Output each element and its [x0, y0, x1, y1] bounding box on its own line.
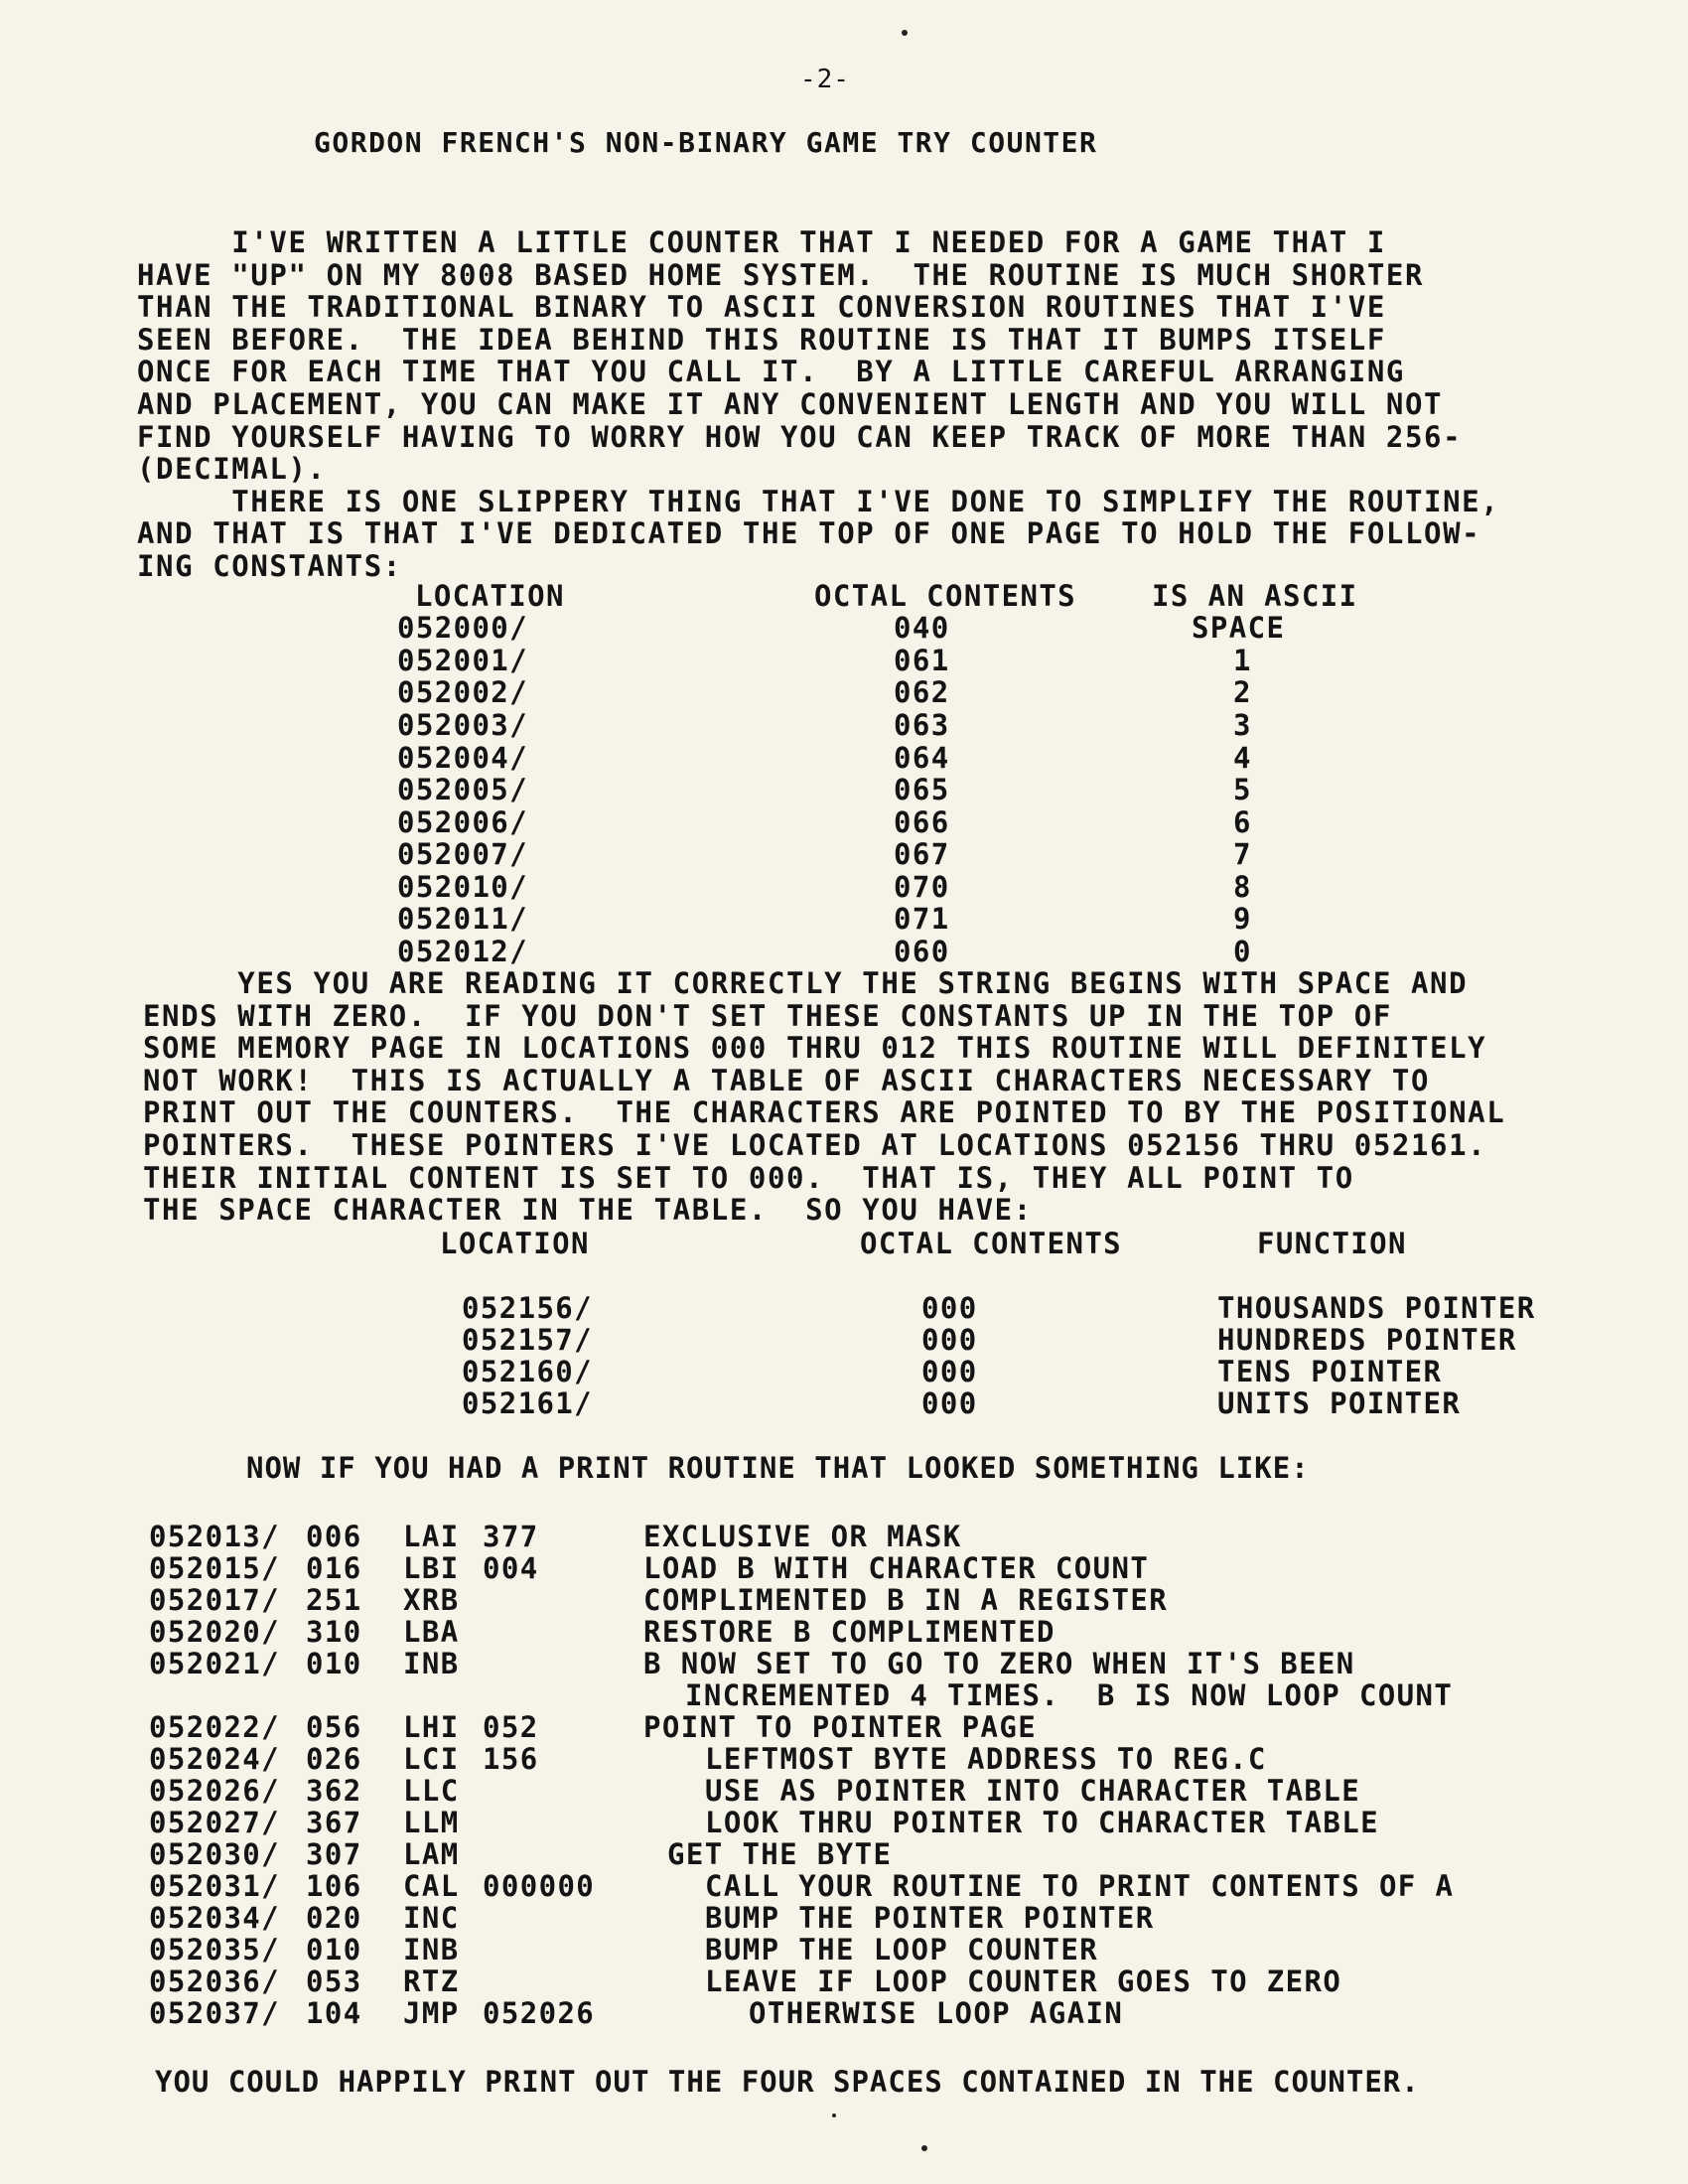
opcode-octal: 026	[306, 1742, 362, 1776]
paragraph-line: THE SPACE CHARACTER IN THE TABLE. SO YOU HAVE:	[143, 1193, 1033, 1228]
address-cell: 052027/	[149, 1806, 281, 1839]
octal-cell: 071	[894, 902, 950, 936]
paragraph-line: ONCE FOR EACH TIME THAT YOU CALL IT. BY A LITTLE CAREFUL ARRANGING	[137, 355, 1405, 389]
ascii-cell: 0	[1233, 935, 1252, 968]
comment: USE AS POINTER INTO CHARACTER TABLE	[705, 1774, 1361, 1808]
octal-cell: 064	[894, 741, 950, 775]
operand: 156	[483, 1742, 539, 1776]
address-cell: 052037/	[149, 1996, 281, 2030]
column-header: OCTAL CONTENTS	[814, 579, 1077, 613]
octal-cell: 066	[894, 805, 950, 839]
paragraph-line: SOME MEMORY PAGE IN LOCATIONS 000 THRU 012 THIS ROUTINE WILL DEFINITELY	[143, 1031, 1487, 1066]
comment: OTHERWISE LOOP AGAIN	[749, 1996, 1124, 2030]
octal-cell: 061	[894, 644, 950, 677]
column-header: LOCATION	[415, 579, 565, 613]
operand: 004	[483, 1551, 539, 1585]
operand: 052026	[483, 1996, 596, 2030]
punch-mark	[832, 2113, 836, 2117]
address-cell: 052024/	[149, 1742, 281, 1776]
mnemonic: LLC	[403, 1774, 460, 1808]
mnemonic: INB	[403, 1933, 460, 1966]
comment: LEFTMOST BYTE ADDRESS TO REG.C	[705, 1742, 1267, 1776]
opcode-octal: 010	[306, 1933, 362, 1966]
comment: B NOW SET TO GO TO ZERO WHEN IT'S BEEN	[643, 1647, 1355, 1680]
opcode-octal: 251	[306, 1583, 362, 1617]
comment: BUMP THE POINTER POINTER	[705, 1901, 1155, 1935]
comment: LEAVE IF LOOP COUNTER GOES TO ZERO	[705, 1965, 1342, 1998]
address-cell: 052017/	[149, 1583, 281, 1617]
ascii-cell: SPACE	[1192, 611, 1286, 645]
paragraph-line: NOT WORK! THIS IS ACTUALLY A TABLE OF ASCII CHARACTERS NECESSARY TO	[143, 1063, 1431, 1097]
paragraph-line: SEEN BEFORE. THE IDEA BEHIND THIS ROUTINE IS THAT IT BUMPS ITSELF	[137, 322, 1386, 357]
location-cell: 052002/	[397, 675, 529, 709]
ascii-cell: 7	[1233, 837, 1252, 871]
octal-cell: 000	[921, 1291, 978, 1325]
address-cell: 052030/	[149, 1837, 281, 1871]
paragraph-line: THERE IS ONE SLIPPERY THING THAT I'VE DONE TO SIMPLIFY THE ROUTINE,	[137, 484, 1500, 518]
paragraph-line: ENDS WITH ZERO. IF YOU DON'T SET THESE CONSTANTS UP IN THE TOP OF	[143, 998, 1392, 1033]
address-cell: 052034/	[149, 1901, 281, 1935]
comment: EXCLUSIVE OR MASK	[643, 1520, 962, 1553]
ascii-cell: 6	[1233, 805, 1252, 839]
octal-cell: 067	[894, 837, 950, 871]
location-cell: 052000/	[397, 611, 529, 645]
comment: BUMP THE LOOP COUNTER	[705, 1933, 1099, 1966]
ascii-cell: 5	[1233, 773, 1252, 806]
column-header: FUNCTION	[1257, 1227, 1407, 1260]
column-header: IS AN ASCII	[1152, 579, 1358, 613]
page-number: -2-	[800, 65, 850, 94]
function-cell: UNITS POINTER	[1217, 1386, 1462, 1420]
opcode-octal: 106	[306, 1869, 362, 1903]
comment: GET THE BYTE	[667, 1837, 893, 1871]
comment: POINT TO POINTER PAGE	[643, 1710, 1038, 1744]
paragraph-line: FIND YOURSELF HAVING TO WORRY HOW YOU CAN KEEP TRACK OF MORE THAN 256-	[137, 419, 1463, 454]
punch-mark	[921, 2145, 927, 2151]
opcode-octal: 016	[306, 1551, 362, 1585]
octal-cell: 000	[921, 1323, 978, 1357]
ascii-cell: 4	[1233, 741, 1252, 775]
mnemonic: LHI	[403, 1710, 460, 1744]
operand: 377	[483, 1520, 539, 1553]
mnemonic: LCI	[403, 1742, 460, 1776]
mnemonic: RTZ	[403, 1965, 460, 1998]
location-cell: 052161/	[462, 1386, 594, 1420]
mnemonic: INB	[403, 1647, 460, 1680]
address-cell: 052022/	[149, 1710, 281, 1744]
octal-cell: 000	[921, 1355, 978, 1388]
octal-cell: 060	[894, 935, 950, 968]
comment: LOAD B WITH CHARACTER COUNT	[643, 1551, 1150, 1585]
address-cell: 052031/	[149, 1869, 281, 1903]
address-cell: 052013/	[149, 1520, 281, 1553]
paragraph-line: I'VE WRITTEN A LITTLE COUNTER THAT I NEEDED FOR A GAME THAT I	[137, 225, 1386, 259]
location-cell: 052160/	[462, 1355, 594, 1388]
column-header: LOCATION	[440, 1227, 590, 1260]
location-cell: 052011/	[397, 902, 529, 936]
mnemonic: LBI	[403, 1551, 460, 1585]
comment: COMPLIMENTED B IN A REGISTER	[643, 1583, 1169, 1617]
ascii-cell: 8	[1233, 870, 1252, 904]
location-cell: 052003/	[397, 708, 529, 742]
octal-cell: 063	[894, 708, 950, 742]
paragraph-line: YES YOU ARE READING IT CORRECTLY THE STRING BEGINS WITH SPACE AND	[143, 966, 1469, 1000]
paragraph-line: HAVE "UP" ON MY 8008 BASED HOME SYSTEM. THE ROUTINE IS MUCH SHORTER	[137, 257, 1425, 292]
paragraph-line: AND PLACEMENT, YOU CAN MAKE IT ANY CONVENIENT LENGTH AND YOU WILL NOT	[137, 386, 1444, 421]
opcode-octal: 310	[306, 1615, 362, 1649]
address-cell: 052036/	[149, 1965, 281, 1998]
ascii-cell: 9	[1233, 902, 1252, 936]
paragraph-line: ING CONSTANTS:	[137, 548, 402, 583]
address-cell: 052015/	[149, 1551, 281, 1585]
intro-paragraph	[137, 226, 1607, 583]
octal-cell: 040	[894, 611, 950, 645]
paragraph-line: POINTERS. THESE POINTERS I'VE LOCATED AT LOCATIONS 052156 THRU 052161.	[143, 1127, 1487, 1162]
octal-cell: 000	[921, 1386, 978, 1420]
mnemonic: JMP	[403, 1996, 460, 2030]
function-cell: TENS POINTER	[1217, 1355, 1443, 1388]
address-cell: 052026/	[149, 1774, 281, 1808]
comment: CALL YOUR ROUTINE TO PRINT CONTENTS OF A	[705, 1869, 1455, 1903]
location-cell: 052012/	[397, 935, 529, 968]
mnemonic: LAM	[403, 1837, 460, 1871]
opcode-octal: 367	[306, 1806, 362, 1839]
paragraph-line: THEIR INITIAL CONTENT IS SET TO 000. THAT IS, THEY ALL POINT TO	[143, 1160, 1354, 1195]
location-cell: 052004/	[397, 741, 529, 775]
mnemonic: LBA	[403, 1615, 460, 1649]
location-cell: 052010/	[397, 870, 529, 904]
location-cell: 052007/	[397, 837, 529, 871]
opcode-octal: 006	[306, 1520, 362, 1553]
opcode-octal: 104	[306, 1996, 362, 2030]
opcode-octal: 362	[306, 1774, 362, 1808]
mnemonic: LAI	[403, 1520, 460, 1553]
ascii-cell: 3	[1233, 708, 1252, 742]
address-cell: 052035/	[149, 1933, 281, 1966]
octal-cell: 062	[894, 675, 950, 709]
document-title: GORDON FRENCH'S NON-BINARY GAME TRY COUNTER	[314, 126, 1098, 159]
closing-line: YOU COULD HAPPILY PRINT OUT THE FOUR SPACES CONTAINED IN THE COUNTER.	[155, 2065, 1420, 2099]
comment: RESTORE B COMPLIMENTED	[643, 1615, 1055, 1649]
location-cell: 052157/	[462, 1323, 594, 1357]
ascii-cell: 2	[1233, 675, 1252, 709]
mnemonic: CAL	[403, 1869, 460, 1903]
mnemonic: XRB	[403, 1583, 460, 1617]
column-header: OCTAL CONTENTS	[860, 1227, 1123, 1260]
opcode-octal: 307	[306, 1837, 362, 1871]
location-cell: 052006/	[397, 805, 529, 839]
address-cell: 052021/	[149, 1647, 281, 1680]
explanation-paragraph	[143, 967, 1613, 1227]
listing-intro: NOW IF YOU HAD A PRINT ROUTINE THAT LOOKED SOMETHING LIKE:	[246, 1451, 1310, 1485]
ascii-cell: 1	[1233, 644, 1252, 677]
mnemonic: INC	[403, 1901, 460, 1935]
opcode-octal: 056	[306, 1710, 362, 1744]
mnemonic: LLM	[403, 1806, 460, 1839]
paragraph-line: AND THAT IS THAT I'VE DEDICATED THE TOP OF ONE PAGE TO HOLD THE FOLLOW-	[137, 516, 1481, 551]
function-cell: THOUSANDS POINTER	[1217, 1291, 1536, 1325]
octal-cell: 065	[894, 773, 950, 806]
opcode-octal: 020	[306, 1901, 362, 1935]
address-cell: 052020/	[149, 1615, 281, 1649]
punch-mark	[902, 30, 908, 36]
operand: 052	[483, 1710, 539, 1744]
location-cell: 052156/	[462, 1291, 594, 1325]
opcode-octal: 053	[306, 1965, 362, 1998]
location-cell: 052005/	[397, 773, 529, 806]
comment: INCREMENTED 4 TIMES. B IS NOW LOOP COUNT	[685, 1678, 1454, 1712]
opcode-octal: 010	[306, 1647, 362, 1680]
octal-cell: 070	[894, 870, 950, 904]
paragraph-line: (DECIMAL).	[137, 452, 327, 487]
function-cell: HUNDREDS POINTER	[1217, 1323, 1517, 1357]
location-cell: 052001/	[397, 644, 529, 677]
paragraph-line: PRINT OUT THE COUNTERS. THE CHARACTERS ARE POINTED TO BY THE POSITIONAL	[143, 1095, 1506, 1130]
operand: 000000	[483, 1869, 596, 1903]
paragraph-line: THAN THE TRADITIONAL BINARY TO ASCII CONVERSION ROUTINES THAT I'VE	[137, 290, 1386, 325]
comment: LOOK THRU POINTER TO CHARACTER TABLE	[705, 1806, 1379, 1839]
